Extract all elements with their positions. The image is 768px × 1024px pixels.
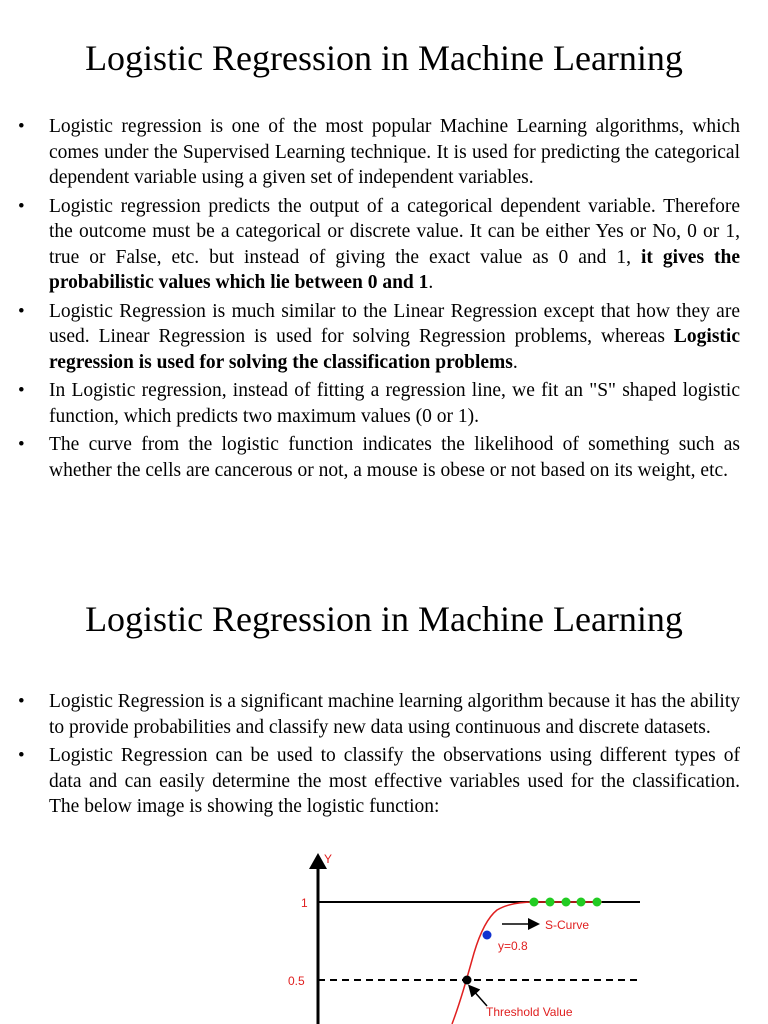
bullet-marker: • xyxy=(18,691,25,712)
tick-label-05: 0.5 xyxy=(288,974,305,988)
logistic-function-figure xyxy=(282,853,652,1024)
green-dot xyxy=(593,898,602,907)
y-axis-label: Y xyxy=(324,853,333,866)
slide-2 xyxy=(0,560,768,1019)
bullet-text: Logistic regression is one of the most popular Machine Learning algorithms, which comes under the Supervised Learning technique. It is used for predicting the categorical dependent variable using a given set of independent variables. xyxy=(49,116,740,188)
logistic-function-svg xyxy=(282,853,652,1024)
bullet-text: Logistic regression predicts the output of a categorical dependent variable. Therefore the outcome must be a categorical or discrete value. It can be either Yes or No, 0 or 1, true or False, etc. but instead of giving the exact value as 0 and 1, xyxy=(49,195,740,268)
threshold-dot xyxy=(463,976,472,985)
bullet-marker: • xyxy=(18,116,25,137)
bullet-item xyxy=(18,299,740,376)
threshold-arrow xyxy=(472,989,487,1006)
s-curve-label: S-Curve xyxy=(545,918,590,932)
slide-1 xyxy=(0,0,768,481)
bullet-marker: • xyxy=(18,300,25,322)
bullet-item xyxy=(18,114,740,191)
bullet-text: Logistic Regression is much similar to the Linear Regression except that how they are used. Linear Regression is used for solving Regression problems, whereas xyxy=(49,300,740,347)
bullet-text: In Logistic regression, instead of fitting a regression line, we fit an "S" shaped logistic function, which predicts two maximum values (0 or 1). xyxy=(49,380,740,427)
bullet-item xyxy=(18,432,740,483)
y-value-label: y=0.8 xyxy=(498,939,528,953)
bullet-bold-text: Logistic regression is used for solving the classification problems xyxy=(49,326,740,373)
bullet-item xyxy=(18,194,740,296)
green-dot xyxy=(546,898,555,907)
slide-1-title: Logistic Regression in Machine Learning xyxy=(85,38,683,78)
bullet-text: Logistic Regression can be used to classify the observations using different types of data and can easily determine the most effective variables used for the classification. The below image is showing the logistic function: xyxy=(49,745,740,817)
bullet-text: . xyxy=(512,351,518,373)
bullet-item xyxy=(18,378,740,429)
bullet-item xyxy=(18,689,740,740)
bullet-text: Logistic Regression is a significant machine learning algorithm because it has the ability to provide probabilities and classify new data using continuous and discrete datasets. xyxy=(49,691,740,738)
blue-dot xyxy=(483,931,492,940)
slide-2-title: Logistic Regression in Machine Learning xyxy=(85,599,683,639)
bullet-text: The curve from the logistic function indicates the likelihood of something such as whether the cells are cancerous or not, a mouse is obese or not based on its weight, etc. xyxy=(49,434,740,481)
bullet-marker: • xyxy=(18,195,25,217)
bullet-bold-text: it gives the probabilistic values which lie between 0 and 1 xyxy=(49,246,740,293)
bullet-text: . xyxy=(428,272,434,293)
green-dot xyxy=(577,898,586,907)
green-dot xyxy=(530,898,539,907)
bullet-marker: • xyxy=(18,434,25,455)
bullet-marker: • xyxy=(18,380,25,401)
bullet-item xyxy=(18,743,740,820)
bullet-marker: • xyxy=(18,745,25,766)
slide-1-bullet-list xyxy=(18,114,740,486)
green-dot xyxy=(562,898,571,907)
slide-2-bullet-list xyxy=(18,689,740,823)
threshold-label: Threshold Value xyxy=(486,1005,573,1019)
tick-label-1: 1 xyxy=(301,896,308,910)
